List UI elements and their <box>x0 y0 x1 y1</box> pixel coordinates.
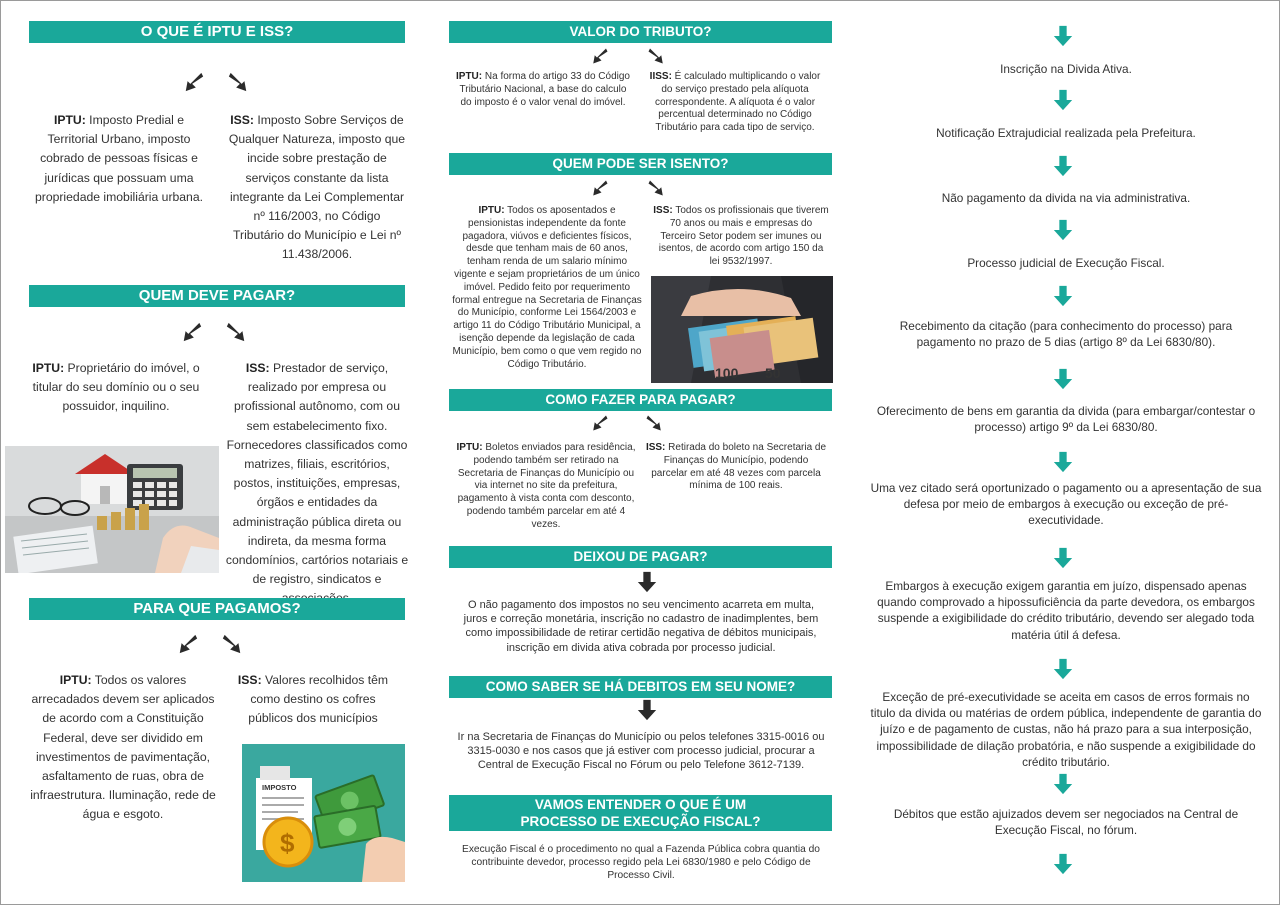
hands-money-graphic <box>651 276 833 383</box>
flow-step-3: Não pagamento da divida na via administrativa. <box>941 191 1191 205</box>
arrow-down-teal-icon <box>1052 219 1074 241</box>
arrow-down-right-icon <box>647 179 665 197</box>
tax-money-illustration <box>242 744 405 882</box>
flow-step-1: Inscrição na Divida Ativa. <box>1000 62 1132 76</box>
why-pay-iss-text: ISS: Valores recolhidos têm como destino os cofres públicos dos municípios <box>237 673 389 726</box>
how-to-pay-iptu-text: IPTU: Boletos enviados para residência, podendo também ser retirado na Secretaria de Finanças do Município ou via internet no site da prefeitura, pagamento à vista conta com desconto, podendo também parcelar em até 4 vezes. <box>456 442 636 530</box>
hands-money-image <box>651 276 833 383</box>
tax-execution-text: Execução Fiscal é o procedimento no qual a Fazenda Pública cobra quantia do contribuinte devedor, processo regido pela Lei 6830/1980 e pelo Código de Processo Civil. <box>462 844 820 881</box>
arrow-down-right-icon <box>227 71 249 93</box>
tax-value-iptu-text: IPTU: Na forma do artigo 33 do Código Tributário Nacional, a base do calculo do imposto é o valor venal do imóvel. <box>456 71 630 108</box>
svg-text:50: 50 <box>765 365 781 381</box>
house-calculator-illustration <box>5 446 219 573</box>
missed-payment-text: O não pagamento dos impostos no seu vencimento acarreta em multa, juros e correção monetária, inscrição no cadastro de inadimplentes, bem como impossibilidade de retirar certidão negativa de débitos municipais, inscrição em divida ativa cobrada por processo judicial. <box>463 599 819 654</box>
arrow-down-teal-icon <box>1052 155 1074 177</box>
arrow-down-left-icon <box>177 633 199 655</box>
arrow-down-left-icon <box>591 47 609 65</box>
house-calculator-coins-image <box>5 446 219 573</box>
arrow-down-left-icon <box>181 321 203 343</box>
arrow-down-left-icon <box>591 179 609 197</box>
arrow-down-teal-icon <box>1052 25 1074 47</box>
arrow-down-teal-icon <box>1052 285 1074 307</box>
section-title-tax-value: VALOR DO TRIBUTO? <box>449 21 832 43</box>
tax-execution-title-line2: PROCESSO DE EXECUÇÃO FISCAL? <box>520 814 761 829</box>
svg-text:$: $ <box>280 828 295 858</box>
flow-step-7: Uma vez citado será oportunizado o pagamento ou a apresentação de sua defesa por meio de embargos à execução ou exceção de pré-executividade. <box>870 481 1262 528</box>
arrow-down-teal-icon <box>1052 658 1074 680</box>
arrow-down-teal-icon <box>1052 89 1074 111</box>
tax-execution-title-line1: VAMOS ENTENDER O QUE É UM <box>534 797 747 812</box>
arrow-down-right-icon <box>645 414 663 432</box>
section-title-tax-execution <box>449 795 832 831</box>
what-is-iss-text: ISS: Imposto Sobre Serviços de Qualquer Natureza, imposto que incide sobre prestação de serviços constante da lista integrante da Lei Complementar nº 116/2003, no Código Tributário do Município e Lei nº 11.438/2006. <box>228 113 406 262</box>
who-pays-iss-text: ISS: Prestador de serviço, realizado por empresa ou profissional autônomo, com ou sem estabelecimento fixo. Fornecedores classificados como matrizes, filiais, escritórios, postos, instituições, empresas, órgãos e entidades da administração pública direta ou indireta, da mesma forma condomínios, cartórios notariais e de registro, sindicatos e <box>225 361 409 587</box>
check-debts-text: Ir na Secretaria de Finanças do Município ou pelos telefones 3315-0016 ou 3315-0030 e nos casos que já estiver com processo judicial, procurar a Central de Execução Fiscal no Fórum ou pelo Telefone 3612-7139. <box>457 731 825 772</box>
arrow-down-right-icon <box>647 47 665 65</box>
section-title-who-pays: QUEM DEVE PAGAR? <box>29 285 405 307</box>
flow-step-2: Notificação Extrajudicial realizada pela Prefeitura. <box>936 126 1196 140</box>
arrow-down-left-icon <box>183 71 205 93</box>
flow-step-9: Exceção de pré-executividade se aceita em casos de erros formais no titulo da divida ou matérias de ordem pública, independente de garantia do juízo e de pagamento de custas, não há prazo para a sua interposição, impossibilidade de dilação probatória, e não suspende a exigibilidade do crédito tributário. <box>870 690 1262 769</box>
who-exempt-iptu-text: IPTU: Todos os aposentados e pensionistas independente da fonte pagadora, viúvos e deficientes físicos, desde que tenham mais de 60 anos, tenham renda de um salario mínimo vigente e sejam proprietários de um único imóvel. Pedido feito por requerimento formal entregue na Secretaria de Finanças do Município, conforme Lei 1564/2003 e artigo 11 do Código Tributário Municipal, a isenção depende da legislação de cada Município, bem como o que vem regido no Código Tributário. <box>452 205 642 370</box>
flow-step-5: Recebimento da citação (para conhecimento do processo) para pagamento no prazo de 5 dias (artigo 8º da Lei 6830/80). <box>899 319 1233 350</box>
who-pays-iptu-text: IPTU: Proprietário do imóvel, o titular do seu domínio ou o seu possuidor, inquilino. <box>32 361 200 414</box>
section-title-who-exempt: QUEM PODE SER ISENTO? <box>449 153 832 175</box>
arrow-down-left-icon <box>591 414 609 432</box>
arrow-down-teal-icon <box>1052 547 1074 569</box>
arrow-down-icon <box>636 571 658 593</box>
arrow-down-teal-icon <box>1052 853 1074 875</box>
arrow-down-right-icon <box>225 321 247 343</box>
arrow-down-icon <box>636 699 658 721</box>
flow-step-6: Oferecimento de bens em garantia da divida (para embargar/contestar o processo) artigo 9º da Lei 6830/80. <box>876 404 1256 435</box>
who-exempt-iss-text: ISS: Todos os profissionais que tiverem 70 anos ou mais e empresas do Terceiro Setor podem ser imunes ou isentos, de acordo com artigo 150 da lei 9532/1997. <box>653 205 829 268</box>
flow-step-4: Processo judicial de Execução Fiscal. <box>967 256 1165 270</box>
arrow-down-teal-icon <box>1052 368 1074 390</box>
arrow-down-right-icon <box>221 633 243 655</box>
column-middle <box>441 1 841 905</box>
flow-step-8: Embargos à execução exigem garantia em juízo, dispensado apenas quando comprovado a hipossuficiência da parte devedora, os embargos suspende a exigibilidade do crédito tributário, devendo ser alegado toda matéria útil á defesa. <box>877 579 1255 642</box>
arrow-down-teal-icon <box>1052 451 1074 473</box>
what-is-iptu-text: IPTU: Imposto Predial e Territorial Urbano, imposto cobrado de pessoas físicas e jurídicas que possuam uma propriedade imobiliária urbana. <box>34 113 204 204</box>
section-title-missed-payment: DEIXOU DE PAGAR? <box>449 546 832 568</box>
how-to-pay-iss-text: ISS: Retirada do boleto na Secretaria de Finanças do Município, podendo parcelar em até 48 vezes com parcela mínima de 100 reais. <box>645 442 827 492</box>
arrow-down-teal-icon <box>1052 773 1074 795</box>
section-title-check-debts: COMO SABER SE HÁ DEBITOS EM SEU NOME? <box>449 676 832 698</box>
flow-step-10: Débitos que estão ajuizados devem ser negociados na Central de Execução Fiscal, no fórum. <box>893 807 1239 838</box>
imposto-label: IMPOSTO <box>262 783 297 792</box>
section-title-why-pay: PARA QUE PAGAMOS? <box>29 598 405 620</box>
tax-money-graphic <box>242 744 405 882</box>
column-right-flow <box>851 1 1280 905</box>
section-title-how-to-pay: COMO FAZER PARA PAGAR? <box>449 389 832 411</box>
why-pay-iptu-text: IPTU: Todos os valores arrecadados devem ser aplicados de acordo com a Constituição Federal, deve ser dividido em investimentos de pavimentação, asfaltamento de ruas, obra de infraestrutura. Iluminação, rede de água e esgoto. <box>30 673 216 822</box>
tax-value-iss-text: IISS: É calculado multiplicando o valor do serviço prestado pela alíquota correspondente. A alíquota é o valor percentual determinado no Código Tributário para cada tipo de serviço. <box>649 71 821 134</box>
column-left <box>1 1 421 905</box>
svg-text:100: 100 <box>715 365 739 381</box>
section-title-what-is: O QUE É IPTU E ISS? <box>29 21 405 43</box>
